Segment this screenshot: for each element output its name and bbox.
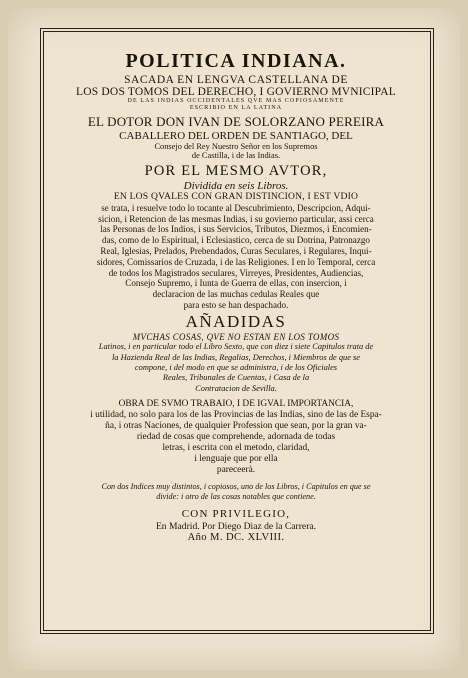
contents-line: se trata, i resuelve todo lo tocante al Descubrimiento, Descripcion, Adqui- xyxy=(101,202,371,213)
divided-note: Dividida en seis Libros. xyxy=(183,180,289,192)
work-line: riedad de cosas que comprehende, adornada de todas xyxy=(136,432,336,443)
added-line: MVCHAS COSAS, QVE NO ESTAN EN LOS TOMOS xyxy=(132,331,340,342)
indices-line: Con dos Indices muy distintos, i copiosos, uno de los Libros, i Capitulos en que se xyxy=(101,482,371,492)
added-line: Reales, Tribunales de Cuentas, i Casa de la xyxy=(162,373,310,383)
author-council: de Castilla, i de las Indias. xyxy=(191,151,281,160)
contents-paragraph xyxy=(52,192,420,311)
imprint-line: En Madrid. Por Diego Diaz de la Carrera. xyxy=(155,521,317,533)
subtitle-line: SACADA EN LENGVA CASTELLANA DE xyxy=(124,74,348,86)
author-council: Consejo del Rey Nuestro Señor en los Supremos xyxy=(154,142,318,151)
work-line: letras, i escrita con el metodo, claridad, xyxy=(162,443,310,454)
work-line: pareceerà. xyxy=(216,465,256,476)
contents-line: para esto se han despachado. xyxy=(183,299,289,310)
same-author-heading: POR EL MESMO AVTOR, xyxy=(144,163,328,179)
added-line: la Hazienda Real de las Indias, Regalias, Derechos, i Miembros de que se xyxy=(111,352,361,362)
contents-line: de todos los Magistrados seculares, Virreyes, Presidentes, Audiencias, xyxy=(108,267,364,278)
subtitle-line: DE LAS INDIAS OCCIDENTALES QVE MAS COPIOSAMENTE xyxy=(127,98,345,104)
contents-line: Real, Iglesias, Prelados, Prebendados, Curas Seculares, i Regulares, Inqui- xyxy=(100,245,372,256)
work-paragraph xyxy=(52,399,420,476)
publication-year: Año M. DC. XLVIII. xyxy=(187,532,285,544)
subtitle-line: LOS DOS TOMOS DEL DERECHO, I GOVIERNO MVNICIPAL xyxy=(76,86,396,98)
added-line: Latinos, i en particular todo el Libro Sexto, que con diez i siete Capitulos trata de xyxy=(98,342,374,352)
author-name: EL DOTOR DON IVAN DE SOLORZANO PEREIRA xyxy=(87,114,385,129)
indices-note xyxy=(52,482,420,502)
indices-line: divide: i otro de las cosas notables que contiene. xyxy=(156,492,316,502)
contents-line: declaracion de las muchas cedulas Reales que xyxy=(152,289,320,300)
work-line: i utilidad, no solo para los de las Provincias de las Indias, sino de las de Espa- xyxy=(90,410,382,421)
contents-line: Consejo Supremo, i Iunta de Guerra de ellas, con insercion, i xyxy=(125,278,347,289)
book-title: POLITICA INDIANA. xyxy=(125,50,347,72)
privilege-line: CON PRIVILEGIO, xyxy=(181,508,291,521)
added-paragraph xyxy=(52,332,420,394)
contents-line: las Personas de los Indios, i sus Servicios, Tributos, Diezmos, i Encomien- xyxy=(100,224,372,235)
contents-line: sicion, i Retencion de las mesmas Indias, i su govierno particular, assi cerca xyxy=(98,213,374,224)
added-line: compone, i del modo en que se administra, i de los Oficiales xyxy=(134,362,338,372)
work-line: i lenguaje que por ella xyxy=(194,454,278,465)
author-order: CABALLERO DEL ORDEN DE SANTIAGO, DEL xyxy=(119,130,353,142)
contents-line: sidores, Comissarios de Cruzada, i de las Religiones. I en lo Temporal, cerca xyxy=(96,256,376,267)
contents-line: das, como de lo Espiritual, i Eclesiastico, cerca de su Dotrina, Patronazgo xyxy=(102,235,370,246)
title-page-content xyxy=(52,38,420,543)
added-line: Contratacion de Sevilla. xyxy=(195,383,277,393)
work-line: ña, i otras Naciones, de qualquier Profession que sean, por la gran va- xyxy=(105,421,367,432)
added-heading: AÑADIDAS xyxy=(185,311,287,331)
subtitle-line: ESCRIBIO EN LA LATINA xyxy=(189,104,283,111)
contents-line: EN LOS QVALES CON GRAN DISTINCION, I EST VDIO xyxy=(113,192,359,202)
work-line: OBRA DE SVMO TRABAIO, I DE IGVAL IMPORTANCIA, xyxy=(118,399,354,410)
